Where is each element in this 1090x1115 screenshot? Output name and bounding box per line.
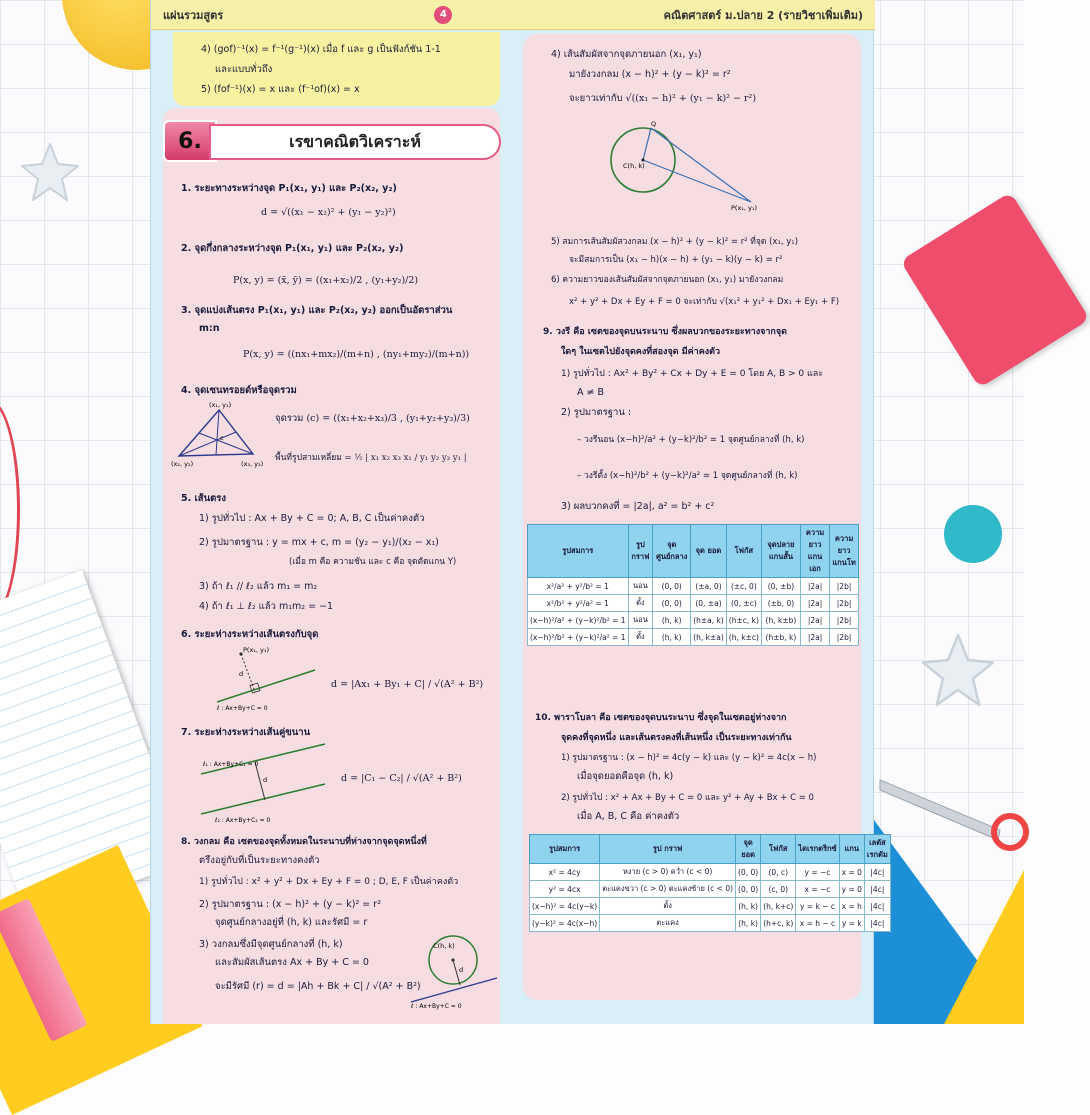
ellipse-table-header-cell: รูปสมการ [528, 525, 629, 578]
ellipse-table-row [528, 595, 859, 612]
ellipse-horizontal: – วงรีนอน (x−h)²/a² + (y−k)²/b² = 1 จุดศูนย์กลางที่ (h, k) [577, 435, 805, 445]
parabola-table-cell: (h, k) [736, 915, 761, 932]
formula-distance: d = √((x₁ − x₂)² + (y₁ − y₂)²) [261, 207, 396, 218]
teal-circle-decoration [944, 505, 1002, 563]
formula-section-ratio: P(x, y) = ((nx₁+mx₂)/(m+n) , (ny₁+my₂)/(m+n)) [243, 349, 470, 360]
ellipse-table-cell: |2b| [830, 578, 859, 595]
ellipse-table-cell: |2b| [830, 595, 859, 612]
ellipse-table-cell: (0, ±b) [761, 578, 800, 595]
point-line-p-label: P(x₁, y₁) [243, 646, 270, 654]
section-title: เรขาคณิตวิเคราะห์ [209, 124, 501, 160]
formula-point-line-distance: d = |Ax₁ + By₁ + C| / √(A² + B²) [331, 679, 484, 690]
parabola-table-cell: (0, c) [761, 864, 796, 881]
item-circle: 8. วงกลม คือ เซตของจุดทั้งหมดในระนาบที่ห่างจากจุดจุดหนึ่งที่ [181, 837, 427, 847]
ellipse-table-cell: (h±b, k) [761, 629, 800, 646]
parabola-standard-form: 1) รูปมาตรฐาน : (x − h)² = 4c(y − k) และ (y − k)² = 4c(x − h) [561, 753, 817, 763]
tangent-length-item: 4) เส้นสัมผัสจากจุดภายนอก (x₁, y₁) [551, 49, 702, 60]
ellipse-table-cell: |2a| [800, 578, 829, 595]
inverse-rule-5: 5) (fof⁻¹)(x) = x และ (f⁻¹of)(x) = x [201, 84, 360, 95]
star-decoration [18, 140, 82, 204]
ellipse-table-cell: (±c, 0) [726, 578, 761, 595]
ellipse-table-header-cell: ความยาว แกนโท [830, 525, 859, 578]
parabola-table-header-cell: รูปสมการ [530, 835, 600, 864]
parabola-table-cell: (h, k) [736, 898, 761, 915]
item-parabola: 10. พาราโบลา คือ เซตของจุดบนระนาบ ซึ่งจุดในเซตอยู่ห่างจาก [535, 713, 787, 723]
ellipse-table-row [528, 629, 859, 646]
parabola-table-cell: ตะแคง [600, 915, 736, 932]
item-point-line-distance: 6. ระยะห่างระหว่างเส้นตรงกับจุด [181, 629, 319, 640]
ellipse-table-cell: (0, 0) [653, 578, 691, 595]
circle-standard-form: 2) รูปมาตรฐาน : (x − h)² + (y − k)² = r² [199, 899, 382, 910]
ellipse-definition-cont: ใดๆ ในเซตไปยังจุดคงที่สองจุด มีค่าคงตัว [561, 347, 721, 357]
page-number-badge: 4 [434, 6, 452, 24]
parabola-table-cell: หงาย (c > 0) คว่ำ (c < 0) [600, 864, 736, 881]
tangent-length-circle: มายังวงกลม (x − h)² + (y − k)² = r² [569, 69, 731, 80]
header-right-title: คณิตศาสตร์ ม.ปลาย 2 (รายวิชาเพิ่มเติม) [663, 8, 863, 22]
ellipse-table-cell: |2a| [800, 629, 829, 646]
star-decoration-right [918, 630, 998, 710]
parabola-table-cell: (h+c, k) [761, 915, 796, 932]
circle-tangent-radius: จะมีรัศมี (r) = d = |Ah + Bk + C| / √(A² + B²) [215, 981, 421, 992]
parabola-table-cell: x = −c [796, 881, 839, 898]
parabola-table-cell: y² = 4cx [530, 881, 600, 898]
parabola-table-row [530, 864, 891, 881]
header-left-title: แผ่นรวมสูตร [163, 8, 224, 22]
parabola-table-cell: |4c| [864, 898, 890, 915]
ellipse-table-cell: (0, ±a) [691, 595, 727, 612]
parabola-table-cell: x² = 4cy [530, 864, 600, 881]
formula-parallel-distance: d = |C₁ − C₂| / √(A² + B²) [341, 773, 462, 784]
point-line-distance-figure [211, 640, 321, 710]
parabola-table-cell: ตั้ง [600, 898, 736, 915]
ellipse-general-cond: A ≠ B [577, 387, 605, 398]
line-perpendicular-rule: 4) ถ้า ℓ₁ ⊥ ℓ₂ แล้ว m₁m₂ = −1 [199, 601, 334, 612]
item-centroid: 4. จุดเซนทรอยด์หรือจุดรวม [181, 385, 297, 396]
ellipse-table-cell: (h±a, k) [691, 612, 727, 629]
line-standard-form: 2) รูปมาตรฐาน : y = mx + c, m = (y₂ − y₁)/(x₂ − x₁) [199, 537, 439, 548]
ellipse-table-cell: (h, k) [653, 612, 691, 629]
circle-line-center-label: C(h, k) [433, 942, 455, 950]
ellipse-table-cell: (x−h)²/a² + (y−k)²/b² = 1 [528, 612, 629, 629]
ellipse-table-row [528, 578, 859, 595]
parabola-table-cell: y = −c [796, 864, 839, 881]
tangent-length-formula: จะยาวเท่ากับ √((x₁ − h)² + (y₁ − k)² − r²) [569, 93, 757, 104]
circle-tangent-center: 3) วงกลมซึ่งมีจุดศูนย์กลางที่ (h, k) [199, 939, 343, 950]
triangle-centroid-label: c [220, 434, 224, 442]
item-section-ratio: 3. จุดแบ่งเส้นตรง P₁(x₁, y₁) และ P₂(x₂, y₂) ออกเป็นอัตราส่วน [181, 305, 453, 316]
circle-center-radius: จุดศูนย์กลางอยู่ที่ (h, k) และรัศมี = r [215, 917, 368, 928]
ellipse-table-header-cell: จุด ศูนย์กลาง [653, 525, 691, 578]
section-number: 6. [163, 120, 217, 162]
parabola-table-cell: |4c| [864, 915, 890, 932]
parabola-table-header-cell: ไดเรกตริกซ์ [796, 835, 839, 864]
ellipse-table-cell: ตั้ง [628, 595, 653, 612]
parabola-table-cell: (c, 0) [761, 881, 796, 898]
line-standard-note: (เมื่อ m คือ ความชัน และ c คือ จุดตัดแกน Y) [289, 557, 457, 567]
ellipse-table-cell: (h, k±c) [726, 629, 761, 646]
yellow-triangle-decoration [944, 870, 1024, 1024]
circle-line-d-label: d [459, 966, 464, 974]
ellipse-table-cell: (h, k) [653, 629, 691, 646]
parabola-table-cell: ตะแคงขวา (c > 0) ตะแคงซ้าย (c < 0) [600, 881, 736, 898]
parabola-table-row [530, 898, 891, 915]
item-ellipse: 9. วงรี คือ เซตของจุดบนระนาบ ซึ่งผลบวกของระยะทางจากจุด [543, 327, 787, 337]
inverse-rule-4-cont: และแบบทั่วถึง [215, 64, 273, 75]
parabola-table-cell: (h, k+c) [761, 898, 796, 915]
parabola-table-cell: x = 0 [839, 864, 864, 881]
ellipse-table-header-cell: รูป กราฟ [628, 525, 653, 578]
triangle-vertex-1-label: (x₁, y₁) [209, 401, 232, 409]
circle-tangent-line: และสัมผัสเส้นตรง Ax + By + C = 0 [215, 957, 369, 968]
tangent-length-general-item: 6) ความยาวของเส้นสัมผัสจากจุดภายนอก (x₁, y₁) มายังวงกลม [551, 275, 784, 285]
parabola-table-cell: (0, 0) [736, 864, 761, 881]
parabola-general-form: 2) รูปทั่วไป : x² + Ax + By + C = 0 และ y² + Ay + Bx + C = 0 [561, 793, 814, 803]
ellipse-table-cell: นอน [628, 578, 653, 595]
parallel-l1-label: ℓ₁ : Ax+By+C₁ = 0 [203, 761, 259, 768]
item-midpoint: 2. จุดกึ่งกลางระหว่างจุด P₁(x₁, y₁) และ P₂(x₂, y₂) [181, 243, 404, 254]
parabola-table-cell: x = h − c [796, 915, 839, 932]
circle-definition-cont: ตรึงอยู่กับที่เป็นระยะทางคงตัว [199, 855, 320, 866]
ellipse-table-row [528, 612, 859, 629]
parallel-l2-label: ℓ₂ : Ax+By+C₂ = 0 [215, 817, 271, 824]
formula-midpoint: P(x, y) = (x̄, ȳ) = ((x₁+x₂)/2 , (y₁+y₂)/2) [233, 275, 419, 286]
parabola-table-row [530, 915, 891, 932]
parallel-lines-figure [195, 740, 335, 824]
parabola-table-header-cell: แกน [839, 835, 864, 864]
triangle-vertex-2-label: (x₂, y₂) [171, 460, 194, 468]
parabola-table-cell: (0, 0) [736, 881, 761, 898]
ellipse-general-form: 1) รูปทั่วไป : Ax² + By² + Cx + Dy + E = 0 โดย A, B > 0 และ [561, 369, 824, 379]
ellipse-constant-sum: 3) ผลบวกคงที่ = |2a|, a² = b² + c² [561, 501, 715, 512]
ellipse-table-cell: (±a, 0) [691, 578, 727, 595]
tangent-point-label: P(x₁, y₁) [731, 204, 758, 212]
ellipse-table-header-cell: โฟกัส [726, 525, 761, 578]
parabola-table-cell: |4c| [864, 881, 890, 898]
parabola-table-cell: y = k − c [796, 898, 839, 915]
tangent-equation-formula: จะมีสมการเป็น (x₁ − h)(x − h) + (y₁ − k)(y − k) = r² [569, 255, 783, 265]
line-general-form: 1) รูปทั่วไป : Ax + By + C = 0; A, B, C เป็นค่าคงตัว [199, 513, 425, 524]
formula-centroid: จุดรวม (c) = ((x₁+x₂+x₃)/3 , (y₁+y₂+y₃)/3) [275, 413, 470, 424]
item-section-ratio-cont: m:n [199, 323, 220, 334]
point-line-d-label: d [239, 670, 244, 678]
parabola-table [529, 834, 891, 932]
item-distance: 1. ระยะทางระหว่างจุด P₁(x₁, y₁) และ P₂(x₂, y₂) [181, 183, 397, 194]
parabola-table-cell: y = k [839, 915, 864, 932]
ellipse-vertical: – วงรีตั้ง (x−h)²/b² + (y−k)²/a² = 1 จุดศูนย์กลางที่ (h, k) [577, 471, 798, 481]
parabola-table-cell: |4c| [864, 864, 890, 881]
tangent-touch-label: Q [651, 120, 657, 128]
parabola-table-cell: y = 0 [839, 881, 864, 898]
ellipse-table-cell: ตั้ง [628, 629, 653, 646]
ellipse-table-cell: นอน [628, 612, 653, 629]
parabola-vertex-note: เมื่อจุดยอดคือจุด (h, k) [577, 771, 674, 782]
tangent-center-label: C(h, k) [623, 162, 645, 170]
ellipse-table-cell: |2b| [830, 612, 859, 629]
tangent-equation-item: 5) สมการเส้นสัมผัสวงกลม (x − h)² + (y − k)² = r² ที่จุด (x₁, y₁) [551, 237, 799, 247]
ellipse-table-cell: (±b, 0) [761, 595, 800, 612]
formula-triangle-area: พื้นที่รูปสามเหลี่ยม = ½ | x₁ x₂ x₃ x₁ / y₁ y₂ y₃ y₁ | [275, 453, 467, 463]
circle-line-l-label: ℓ : Ax+By+C = 0 [411, 1003, 462, 1010]
formula-sheet [150, 0, 888, 1024]
ellipse-table-header-cell: จุด ยอด [691, 525, 727, 578]
ellipse-table-cell: |2a| [800, 595, 829, 612]
ellipse-table-cell: (h±c, k) [726, 612, 761, 629]
parabola-table-cell: (y−k)² = 4c(x−h) [530, 915, 600, 932]
line-parallel-rule: 3) ถ้า ℓ₁ // ℓ₂ แล้ว m₁ = m₂ [199, 581, 318, 592]
ellipse-table [527, 524, 859, 646]
parallel-d-label: d [263, 776, 268, 784]
ellipse-table-cell: (0, 0) [653, 595, 691, 612]
point-line-l-label: ℓ : Ax+By+C = 0 [217, 705, 268, 712]
parabola-definition-cont: จุดคงที่จุดหนึ่ง และเส้นตรงคงที่เส้นหนึ่ง เป็นระยะทางเท่ากัน [561, 733, 792, 743]
ellipse-standard-form: 2) รูปมาตรฐาน : [561, 407, 632, 418]
triangle-centroid-figure [171, 398, 271, 484]
parabola-table-header-cell: รูป กราฟ [600, 835, 736, 864]
ellipse-table-cell: x²/a² + y²/b² = 1 [528, 578, 629, 595]
tangent-from-point-figure [601, 118, 771, 212]
ellipse-table-cell: (0, ±c) [726, 595, 761, 612]
parabola-table-row [530, 881, 891, 898]
section-title-tag [163, 120, 513, 164]
ellipse-table-cell: (h, k±b) [761, 612, 800, 629]
ellipse-table-cell: |2a| [800, 612, 829, 629]
triangle-vertex-3-label: (x₃, y₃) [241, 460, 264, 468]
page-header [151, 0, 875, 30]
ellipse-table-header-cell: ความยาว แกนเอก [800, 525, 829, 578]
ellipse-table-header-cell: จุดปลาย แกนสั้น [761, 525, 800, 578]
ellipse-table-cell: (h, k±a) [691, 629, 727, 646]
scissors-decoration [880, 770, 1040, 830]
tangent-length-general-formula: x² + y² + Dx + Ey + F = 0 จะเท่ากับ √(x₁² + y₁² + Dx₁ + Ey₁ + F) [569, 297, 840, 307]
circle-general-form: 1) รูปทั่วไป : x² + y² + Dx + Ey + F = 0 ; D, E, F เป็นค่าคงตัว [199, 877, 459, 887]
ellipse-table-cell: (x−h)²/b² + (y−k)²/a² = 1 [528, 629, 629, 646]
function-inverse-box [173, 32, 500, 106]
parabola-table-header-cell: โฟกัส [761, 835, 796, 864]
ellipse-table-cell: |2b| [830, 629, 859, 646]
circle-tangent-line-figure [407, 928, 499, 1008]
item-parallel-distance: 7. ระยะห่างระหว่างเส้นคู่ขนาน [181, 727, 311, 738]
parabola-table-header-cell: เลตัส เรกตัม [864, 835, 890, 864]
parabola-general-note: เมื่อ A, B, C คือ ค่าคงตัว [577, 811, 680, 822]
item-line: 5. เส้นตรง [181, 493, 226, 504]
parabola-table-header-cell: จุดยอด [736, 835, 761, 864]
inverse-rule-4: 4) (gof)⁻¹(x) = f⁻¹(g⁻¹)(x) เมื่อ f และ g เป็นฟังก์ชัน 1-1 [201, 44, 441, 55]
parabola-table-cell: x = h [839, 898, 864, 915]
parabola-table-cell: (x−h)² = 4c(y−k) [530, 898, 600, 915]
ellipse-table-cell: x²/b² + y²/a² = 1 [528, 595, 629, 612]
